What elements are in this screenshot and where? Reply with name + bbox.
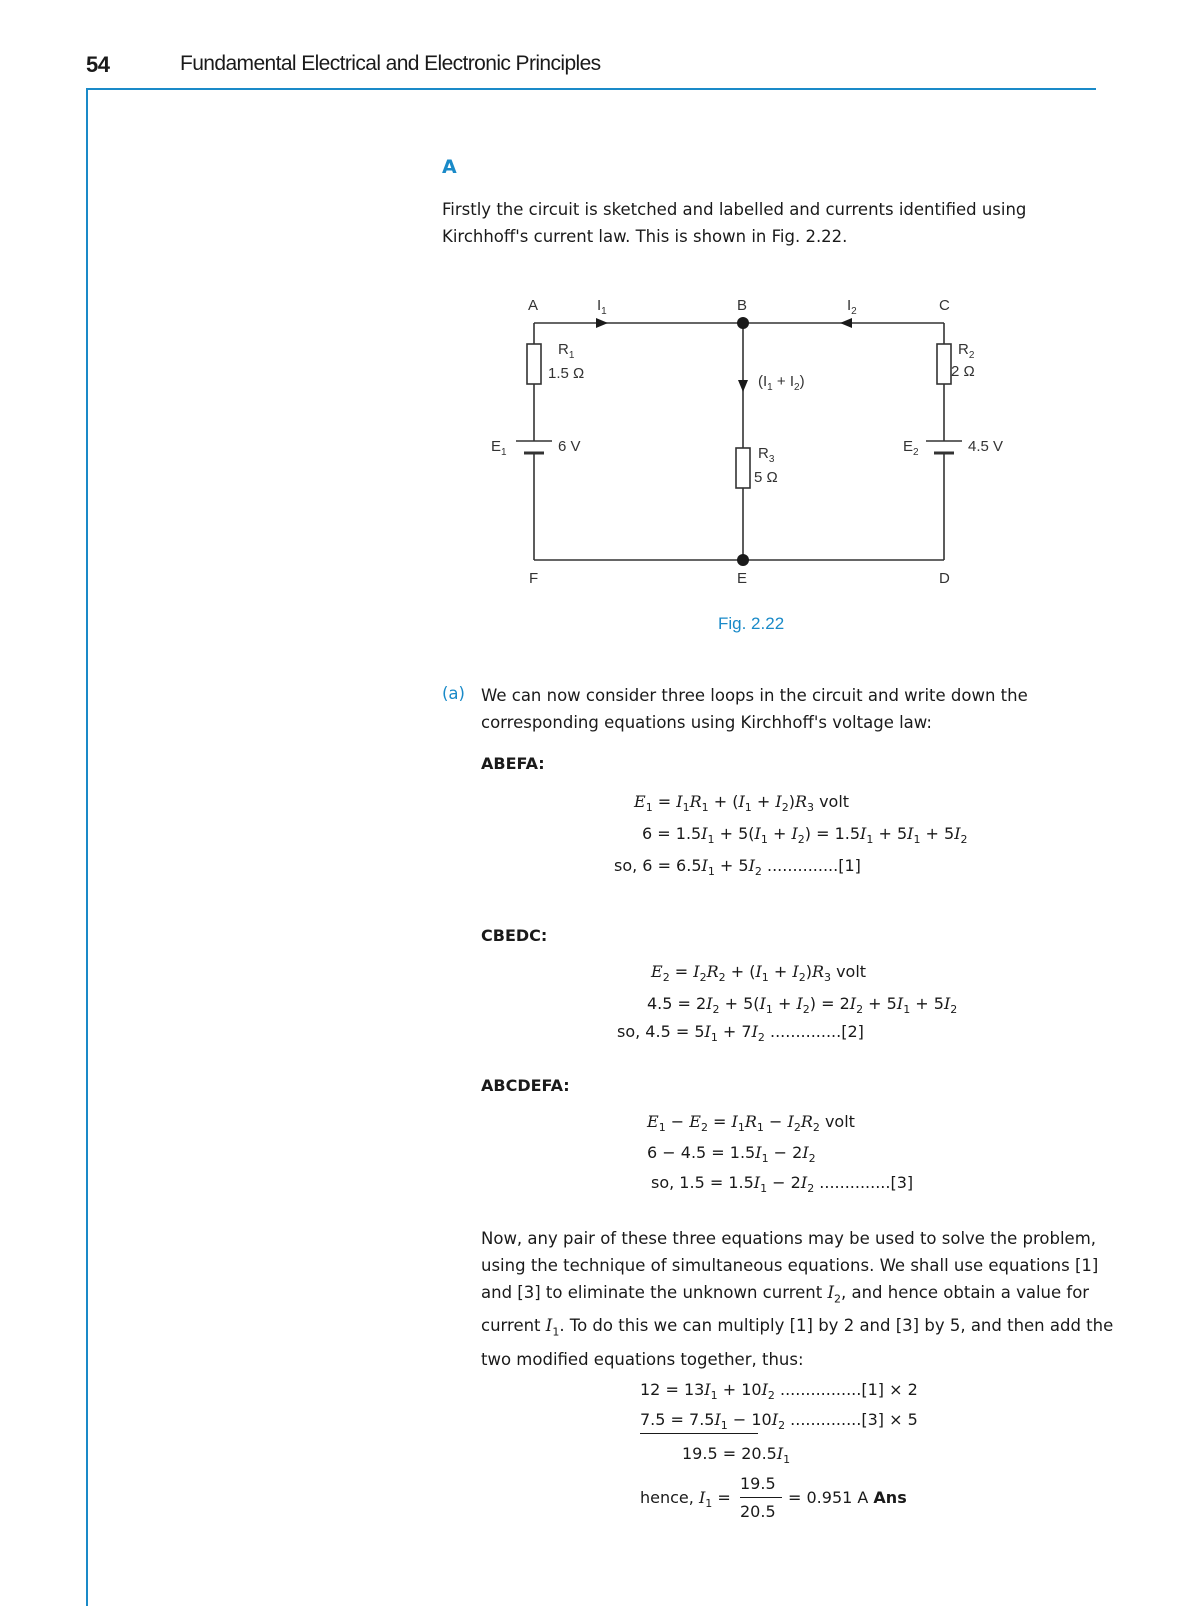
resistor-r2 — [937, 344, 951, 384]
node-label-f: F — [529, 570, 539, 587]
arrow-down-icon — [738, 380, 748, 392]
r3-value: 5 Ω — [754, 469, 778, 486]
conclusion-line: and [3] to eliminate the unknown current $I_2$, and hence obtain a value for — [481, 1283, 1090, 1306]
e2-name: $E_2$ — [903, 438, 919, 458]
junction-b — [737, 317, 749, 329]
conclusion-paragraph — [481, 1225, 1113, 1373]
equation: = 0.951 A Ans — [788, 1488, 907, 1507]
circuit-diagram — [480, 288, 1020, 598]
conclusion-line: current $I_1$. To do this we can multiply [1] by 2 and [3] by 5, and then add the — [481, 1316, 1114, 1339]
equation: $E_2 = I_2R_2 + (I_1 + I_2)R_3$ volt — [651, 962, 867, 985]
e1-value: 6 V — [558, 438, 581, 455]
battery-e1 — [516, 441, 552, 453]
node-label-b: B — [737, 297, 748, 314]
e1-name: $E_1$ — [491, 438, 507, 458]
sum-rule — [640, 1433, 758, 1434]
fraction-numerator: 19.5 — [740, 1474, 776, 1493]
loop-label-abefa: ABEFA: — [481, 754, 545, 773]
equation: so, $1.5 = 1.5I_1 - 2I_2$ ..............[3] — [651, 1173, 914, 1196]
figure-caption: Fig. 2.22 — [718, 614, 785, 633]
node-label-c: C — [939, 297, 950, 314]
part-a-line: We can now consider three loops in the circuit and write down the — [481, 686, 1028, 705]
equation: $4.5 = 2I_2 + 5(I_1 + I_2) = 2I_2 + 5I_1 + 5I_2$ — [647, 994, 958, 1017]
conclusion-line: using the technique of simultaneous equations. We shall use equations [1] — [481, 1256, 1099, 1275]
equation: hence, $I_1$ = — [640, 1488, 731, 1511]
node-label-d: D — [939, 570, 950, 587]
equation: $E_1 - E_2 = I_1R_1 - I_2R_2$ volt — [647, 1112, 855, 1135]
fraction-bar — [740, 1497, 782, 1498]
resistor-r1 — [527, 344, 541, 384]
arrow-left-icon — [840, 318, 852, 328]
fraction-denominator: 20.5 — [740, 1502, 776, 1521]
loop-label-cbedc: CBEDC: — [481, 926, 548, 945]
equation: so, $6 = 6.5I_1 + 5I_2$ ..............[1] — [614, 856, 861, 879]
node-label-e: E — [737, 570, 748, 587]
margin-rule — [86, 88, 88, 1606]
junction-e — [737, 554, 749, 566]
conclusion-line: Now, any pair of these three equations may be used to solve the problem, — [481, 1229, 1097, 1248]
part-a-paragraph — [481, 682, 1028, 736]
equation: $E_1 = I_1R_1 + (I_1 + I_2)R_3$ volt — [634, 792, 850, 815]
r1-name: $R_1$ — [558, 341, 575, 361]
part-label: (a) — [442, 684, 465, 703]
loop-label-abcdefa: ABCDEFA: — [481, 1076, 570, 1095]
page-number: 54 — [86, 52, 110, 77]
equation: $19.5 = 20.5I_1$ — [682, 1444, 791, 1467]
current-i2-label: $I_2$ — [847, 297, 857, 317]
conclusion-line: two modified equations together, thus: — [481, 1349, 804, 1369]
e2-value: 4.5 V — [968, 438, 1004, 455]
r2-value: 2 Ω — [951, 363, 975, 380]
circuit-wires — [534, 323, 944, 560]
r1-value: 1.5 Ω — [548, 365, 585, 382]
intro-line: Firstly the circuit is sketched and labelled and currents identified using — [442, 200, 1027, 219]
equation: $6 - 4.5 = 1.5I_1 - 2I_2$ — [647, 1143, 816, 1166]
node-label-a: A — [528, 297, 539, 314]
battery-e2 — [926, 441, 962, 453]
intro-line: Kirchhoff's current law. This is shown in Fig. 2.22. — [442, 227, 848, 246]
intro-paragraph — [442, 196, 1026, 250]
current-i1-label: $I_1$ — [597, 297, 607, 317]
current-i3-label: $(I_1 + I_2)$ — [758, 373, 805, 393]
equation: $6 = 1.5I_1 + 5(I_1 + I_2) = 1.5I_1 + 5I_1 + 5I_2$ — [642, 824, 968, 847]
equation: $7.5 = 7.5I_1 - 10I_2$ ..............[3] × 5 — [640, 1410, 918, 1433]
equation: so, $4.5 = 5I_1 + 7I_2$ ..............[2] — [617, 1022, 864, 1045]
part-a-line: corresponding equations using Kirchhoff's voltage law: — [481, 713, 932, 732]
r2-name: $R_2$ — [958, 341, 975, 361]
running-title: Fundamental Electrical and Electronic Principles — [180, 52, 601, 75]
header-rule — [86, 88, 1096, 90]
equation: $12 = 13I_1 + 10I_2$ ................[1] × 2 — [640, 1380, 918, 1403]
r3-name: $R_3$ — [758, 445, 775, 465]
arrow-right-icon — [596, 318, 608, 328]
section-heading: A — [442, 156, 457, 178]
resistor-r3 — [736, 448, 750, 488]
